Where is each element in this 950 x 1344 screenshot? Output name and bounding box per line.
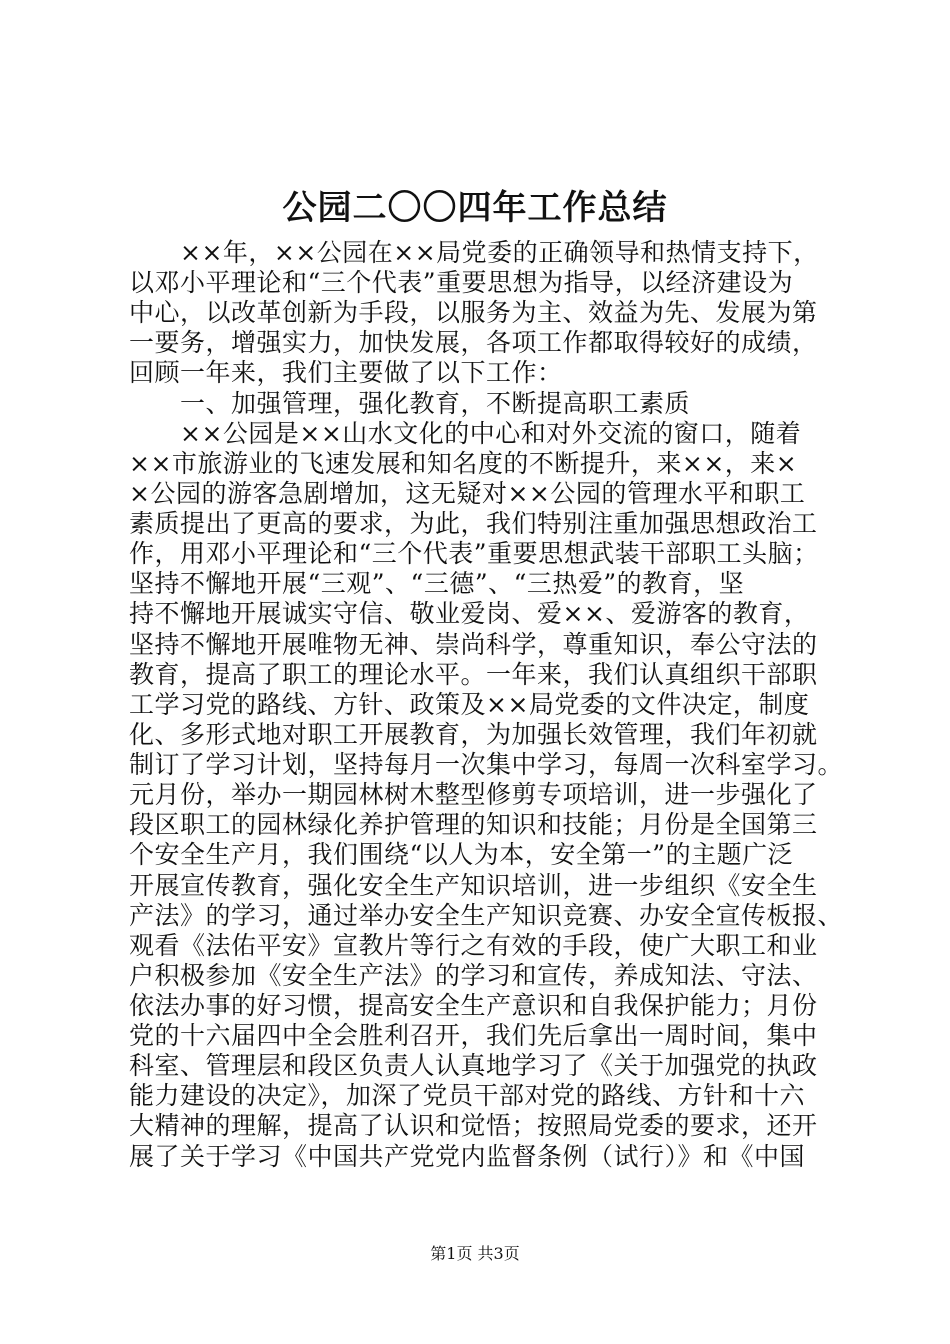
- body-line: 一要务，增强实力，加快发展，各项工作都取得较好的成绩，: [129, 328, 818, 358]
- body-line: 段区职工的园林绿化养护管理的知识和技能；月份是全国第三: [129, 810, 818, 840]
- body-line: 一、加强管理，强化教育，不断提高职工素质: [129, 388, 691, 418]
- body-line: 以邓小平理论和“三个代表”重要思想为指导，以经济建设为: [129, 268, 794, 298]
- body-line: ××市旅游业的飞速发展和知名度的不断提升，来××，来×: [129, 448, 798, 478]
- body-line: 坚持不懈地开展唯物无神、崇尚科学，尊重知识，奉公守法的: [129, 629, 818, 659]
- body-line: 回顾一年来，我们主要做了以下工作：: [129, 358, 563, 388]
- body-line: 依法办事的好习惯，提高安全生产意识和自我保护能力；月份: [129, 991, 818, 1020]
- body-line: 观看《法佑平安》宣教片等行之有效的手段，使广大职工和业: [129, 930, 818, 960]
- body-line: ×公园的游客急剧增加，这无疑对××公园的管理水平和职工: [129, 478, 806, 508]
- body-line: ××年，××公园在××局党委的正确领导和热情支持下，: [129, 238, 819, 267]
- body-line: 制订了学习计划，坚持每月一次集中学习，每周一次科室学习。: [129, 750, 844, 780]
- body-line: 化、多形式地对职工开展教育，为加强长效管理，我们年初就: [129, 719, 818, 749]
- body-line: 持不懈地开展诚实守信、敬业爱岗、爱××、爱游客的教育，: [129, 599, 810, 629]
- body-line: 作，用邓小平理论和“三个代表”重要思想武装干部职工头脑；: [129, 539, 819, 569]
- page-footer: 第1页 共3页: [430, 1244, 520, 1263]
- body-line: 素质提出了更高的要求，为此，我们特别注重加强思想政治工: [129, 509, 818, 539]
- body-line: 能力建设的决定》，加深了党员干部对党的路线、方针和十六: [129, 1081, 806, 1111]
- body-line: 党的十六届四中全会胜利召开，我们先后拿出一周时间，集中: [129, 1021, 818, 1051]
- body-line: 教育，提高了职工的理论水平。一年来，我们认真组织干部职: [129, 659, 818, 689]
- body-line: ××公园是××山水文化的中心和对外交流的窗口，随着: [129, 418, 802, 448]
- body-line: 元月份，举办一期园林树木整型修剪专项培训，进一步强化了: [129, 780, 818, 810]
- document-title: 公园二〇〇四年工作总结: [282, 188, 668, 228]
- body-line: 户积极参加《安全生产法》的学习和宣传，养成知法、守法、: [129, 960, 818, 990]
- body-line: 大精神的理解，提高了认识和觉悟；按照局党委的要求，还开: [129, 1111, 818, 1141]
- body-line: 产法》的学习，通过举办安全生产知识竞赛、办安全宣传板报、: [129, 900, 844, 930]
- body-line: 个安全生产月，我们围绕“以人为本，安全第一”的主题广泛: [129, 840, 794, 870]
- body-line: 科室、管理层和段区负责人认真地学习了《关于加强党的执政: [129, 1051, 818, 1081]
- body-line: 中心，以改革创新为手段，以服务为主、效益为先、发展为第: [129, 298, 818, 328]
- body-line: 坚持不懈地开展“三观”、“三德”、“三热爱”的教育，坚: [129, 569, 745, 599]
- body-line: 展了关于学习《中国共产党党内监督条例（试行）》和《中国: [129, 1141, 806, 1171]
- body-line: 开展宣传教育，强化安全生产知识培训，进一步组织《安全生: [129, 870, 818, 900]
- body-line: 工学习党的路线、方针、政策及××局党委的文件决定，制度: [129, 689, 810, 719]
